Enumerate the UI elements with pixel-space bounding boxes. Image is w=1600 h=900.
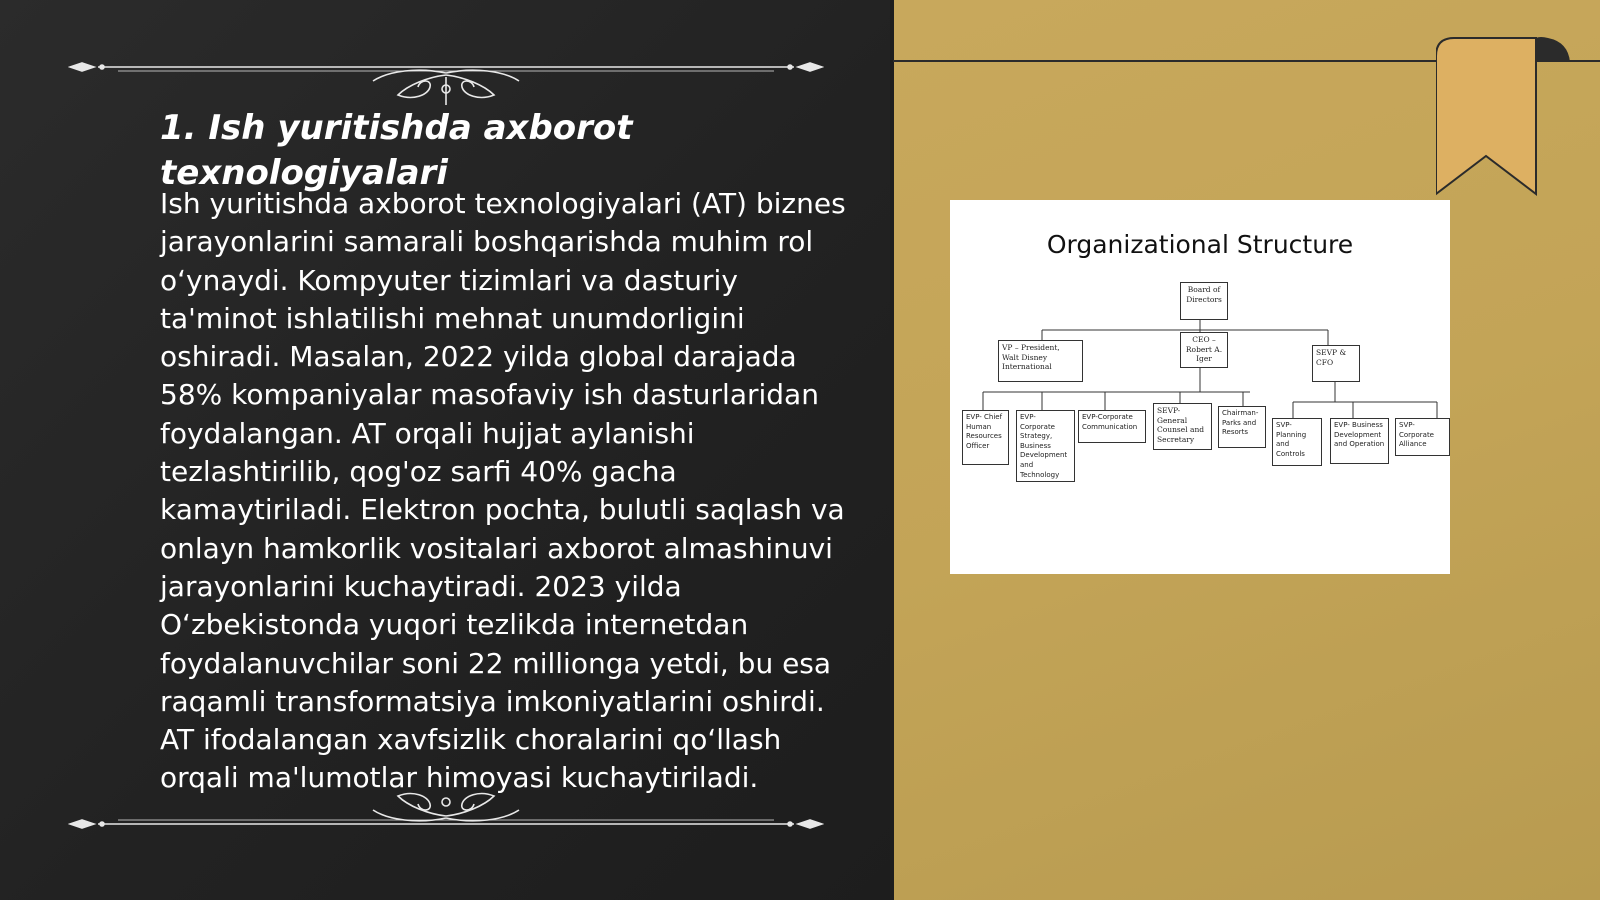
org-box-chairman-parks: Chairman- Parks and Resorts: [1218, 406, 1266, 448]
org-box-evp-business-dev: EVP- Business Development and Operation: [1330, 418, 1389, 464]
org-box-ceo: CEO – Robert A. Iger: [1180, 332, 1228, 368]
org-chart-title: Organizational Structure: [1046, 230, 1354, 259]
org-box-vp-president: VP – President, Walt Disney International: [998, 340, 1083, 382]
slide-body-text: Ish yuritishda axborot texnologiyalari (AT) biznes jarayonlarini samarali boshqarishda muhim rol oʻynaydi. Kompyuter tizimlari va dasturiy ta'minot ishlatilishi mehnat unumdorligini oshiradi. Masalan, 2022 yilda global darajada 58% kompaniyalar masofaviy ish dasturlaridan foydalangan. AT orqali hujjat aylanishi tezlashtirilib, qog'oz sarfi 40% gacha kamaytiriladi. Elektron pochta, bulutli saqlash va onlayn hamkorlik vositalari axborot almashinuvi jarayonlarini kuchaytiradi. 2023 yilda Oʻzbekistonda yuqori tezlikda internetdan foydalanuvchilar soni 22 millionga yetdi, bu esa raqamli transformatsiya imkoniyatlarini oshirdi. AT ifodalangan xavfsizlik choralarini qoʻllash orqali ma'lumotlar himoyasi kuchaytiriladi.: [160, 187, 846, 795]
org-box-board: Board of Directors: [1180, 282, 1228, 320]
org-chart-image: [950, 200, 1450, 574]
bookmark-ribbon-icon: [1436, 36, 1570, 198]
org-box-evp-strategy: EVP- Corporate Strategy, Business Development and Technology: [1016, 410, 1075, 482]
panel-divider: [890, 0, 894, 900]
org-box-evp-communication: EVP-Corporate Communication: [1078, 410, 1146, 443]
org-box-sevp-cfo: SEVP & CFO: [1312, 345, 1360, 382]
org-box-evp-hr: EVP- Chief Human Resources Officer: [962, 410, 1009, 465]
org-box-svp-alliance: SVP- Corporate Alliance: [1395, 418, 1450, 456]
org-box-sevp-counsel: SEVP- General Counsel and Secretary: [1153, 403, 1212, 450]
slide-title: 1. Ish yuritishda axborot texnologiyalari: [160, 108, 633, 193]
org-box-svp-planning: SVP- Planning and Controls: [1272, 418, 1322, 466]
top-ornament-flourish: [68, 45, 824, 105]
